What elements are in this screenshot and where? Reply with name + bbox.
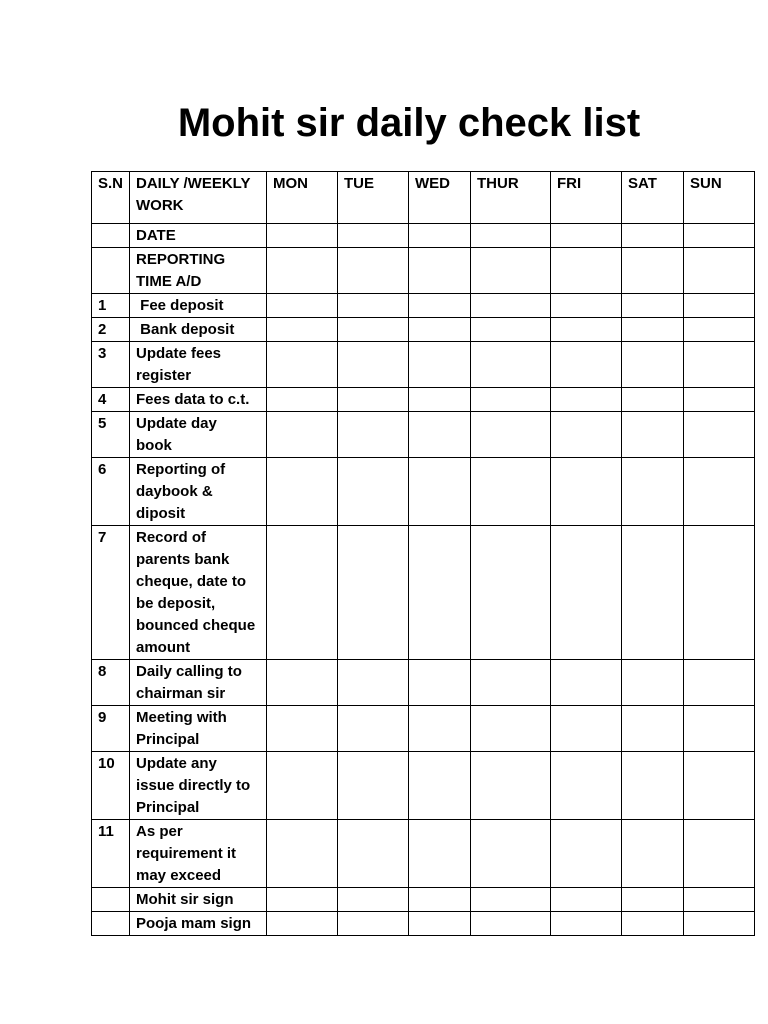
check-cell-mon[interactable] [267, 526, 338, 660]
table-row [92, 342, 755, 388]
check-cell-tue[interactable] [338, 706, 409, 752]
check-cell-mon[interactable] [267, 458, 338, 526]
row-sn [92, 912, 130, 936]
check-cell-mon[interactable] [267, 912, 338, 936]
check-cell-tue[interactable] [338, 248, 409, 294]
row-task-text: Update any issue directly to Principal [136, 755, 251, 816]
check-cell-tue[interactable] [338, 660, 409, 706]
check-cell-sun[interactable] [684, 912, 755, 936]
check-cell-sun[interactable] [684, 388, 755, 412]
row-task-text: Update day book [136, 415, 217, 454]
check-cell-fri[interactable] [551, 318, 622, 342]
check-cell-mon[interactable] [267, 388, 338, 412]
check-cell-sat[interactable] [622, 412, 684, 458]
header-day-mon [267, 172, 338, 224]
table-row [92, 388, 755, 412]
row-task-text: DATE [136, 227, 176, 244]
check-cell-sun[interactable] [684, 706, 755, 752]
table-row [92, 752, 755, 820]
row-sn-text: 6 [98, 461, 107, 478]
check-cell-sun[interactable] [684, 412, 755, 458]
table-row [92, 912, 755, 936]
row-sn-text: 2 [98, 321, 107, 338]
table-row [92, 660, 755, 706]
row-task [130, 342, 267, 388]
check-cell-wed[interactable] [409, 526, 471, 660]
check-cell-fri[interactable] [551, 526, 622, 660]
row-task [130, 248, 267, 294]
row-task-text: Daily calling to chairman sir [136, 663, 242, 702]
check-cell-fri[interactable] [551, 342, 622, 388]
check-cell-thur[interactable] [471, 318, 551, 342]
row-task [130, 706, 267, 752]
check-cell-tue[interactable] [338, 342, 409, 388]
row-sn-text: 9 [98, 709, 107, 726]
row-task-text: Fee deposit [136, 297, 224, 314]
check-cell-tue[interactable] [338, 752, 409, 820]
check-cell-fri[interactable] [551, 224, 622, 248]
row-task-text: Reporting of daybook & diposit [136, 461, 226, 522]
check-cell-thur[interactable] [471, 752, 551, 820]
check-cell-tue[interactable] [338, 318, 409, 342]
check-cell-wed[interactable] [409, 318, 471, 342]
check-cell-fri[interactable] [551, 912, 622, 936]
check-cell-sat[interactable] [622, 342, 684, 388]
check-cell-thur[interactable] [471, 458, 551, 526]
check-cell-sat[interactable] [622, 248, 684, 294]
row-task [130, 458, 267, 526]
table-row [92, 224, 755, 248]
check-cell-wed[interactable] [409, 888, 471, 912]
check-cell-thur[interactable] [471, 388, 551, 412]
check-cell-fri[interactable] [551, 752, 622, 820]
header-day-sun-text: SUN [690, 175, 722, 192]
row-sn [92, 820, 130, 888]
check-cell-mon[interactable] [267, 888, 338, 912]
table-row [92, 412, 755, 458]
check-cell-sat[interactable] [622, 820, 684, 888]
check-cell-sat[interactable] [622, 318, 684, 342]
check-cell-sat[interactable] [622, 388, 684, 412]
row-task-text: Fees data to c.t. [136, 391, 250, 408]
check-cell-sun[interactable] [684, 820, 755, 888]
check-cell-mon[interactable] [267, 342, 338, 388]
check-cell-sun[interactable] [684, 342, 755, 388]
check-cell-fri[interactable] [551, 706, 622, 752]
check-cell-tue[interactable] [338, 912, 409, 936]
row-sn [92, 294, 130, 318]
header-day-mon-text: MON [273, 175, 308, 192]
check-cell-sun[interactable] [684, 248, 755, 294]
check-cell-thur[interactable] [471, 706, 551, 752]
header-day-wed [409, 172, 471, 224]
header-day-sat-text: SAT [628, 175, 657, 192]
row-task [130, 526, 267, 660]
row-task [130, 912, 267, 936]
check-cell-mon[interactable] [267, 294, 338, 318]
check-cell-thur[interactable] [471, 294, 551, 318]
check-cell-fri[interactable] [551, 412, 622, 458]
row-task [130, 294, 267, 318]
check-cell-fri[interactable] [551, 388, 622, 412]
header-row [92, 172, 755, 224]
row-sn [92, 526, 130, 660]
header-day-wed-text: WED [415, 175, 450, 192]
check-cell-wed[interactable] [409, 412, 471, 458]
row-task [130, 412, 267, 458]
check-cell-sat[interactable] [622, 526, 684, 660]
row-sn-text: 11 [98, 823, 114, 840]
check-cell-tue[interactable] [338, 888, 409, 912]
check-cell-fri[interactable] [551, 248, 622, 294]
check-cell-wed[interactable] [409, 752, 471, 820]
check-cell-sun[interactable] [684, 224, 755, 248]
check-cell-tue[interactable] [338, 412, 409, 458]
row-sn-text: 8 [98, 663, 107, 680]
row-sn-text: 5 [98, 415, 107, 432]
check-cell-thur[interactable] [471, 526, 551, 660]
page-title: Mohit sir daily check list [177, 101, 641, 145]
row-sn [92, 706, 130, 752]
row-sn [92, 888, 130, 912]
table-row [92, 248, 755, 294]
row-task-text: Update fees register [136, 345, 222, 384]
check-cell-fri[interactable] [551, 888, 622, 912]
row-sn [92, 412, 130, 458]
check-cell-sun[interactable] [684, 294, 755, 318]
row-task [130, 820, 267, 888]
checklist-body [92, 172, 755, 936]
check-cell-fri[interactable] [551, 294, 622, 318]
check-cell-sat[interactable] [622, 706, 684, 752]
check-cell-wed[interactable] [409, 458, 471, 526]
row-task [130, 318, 267, 342]
table-row [92, 294, 755, 318]
table-row [92, 458, 755, 526]
check-cell-tue[interactable] [338, 388, 409, 412]
row-sn [92, 224, 130, 248]
check-cell-fri[interactable] [551, 820, 622, 888]
check-cell-thur[interactable] [471, 888, 551, 912]
check-cell-wed[interactable] [409, 248, 471, 294]
check-cell-fri[interactable] [551, 660, 622, 706]
check-cell-mon[interactable] [267, 318, 338, 342]
check-cell-sun[interactable] [684, 318, 755, 342]
header-work-text: DAILY /WEEKLY WORK [136, 175, 251, 214]
header-day-fri [551, 172, 622, 224]
check-cell-thur[interactable] [471, 342, 551, 388]
table-row [92, 888, 755, 912]
check-cell-tue[interactable] [338, 294, 409, 318]
header-work [130, 172, 267, 224]
check-cell-sat[interactable] [622, 660, 684, 706]
row-task-text: REPORTING TIME A/D [136, 251, 226, 290]
row-sn-text: 1 [98, 297, 107, 314]
check-cell-mon[interactable] [267, 224, 338, 248]
check-cell-mon[interactable] [267, 820, 338, 888]
row-sn [92, 660, 130, 706]
row-task [130, 888, 267, 912]
check-cell-wed[interactable] [409, 342, 471, 388]
row-task-text: As per requirement it may exceed [136, 823, 237, 884]
check-cell-sun[interactable] [684, 660, 755, 706]
check-cell-sun[interactable] [684, 458, 755, 526]
check-cell-thur[interactable] [471, 660, 551, 706]
header-sn-text: S.N [98, 175, 124, 192]
header-day-tue-text: TUE [344, 175, 374, 192]
check-cell-thur[interactable] [471, 820, 551, 888]
check-cell-mon[interactable] [267, 248, 338, 294]
check-cell-tue[interactable] [338, 458, 409, 526]
table-row [92, 526, 755, 660]
check-cell-sun[interactable] [684, 526, 755, 660]
check-cell-tue[interactable] [338, 526, 409, 660]
row-task-text: Bank deposit [136, 321, 235, 338]
table-row [92, 820, 755, 888]
row-task-text: Mohit sir sign [136, 891, 234, 908]
table-row [92, 318, 755, 342]
row-sn-text: 3 [98, 345, 107, 362]
check-cell-thur[interactable] [471, 224, 551, 248]
check-cell-sun[interactable] [684, 888, 755, 912]
row-sn [92, 318, 130, 342]
check-cell-thur[interactable] [471, 248, 551, 294]
row-task-text: Record of parents bank cheque, date to be deposit, bounced cheque amount [136, 529, 256, 656]
check-cell-wed[interactable] [409, 224, 471, 248]
check-cell-wed[interactable] [409, 388, 471, 412]
check-cell-tue[interactable] [338, 820, 409, 888]
header-sn [92, 172, 130, 224]
check-cell-wed[interactable] [409, 820, 471, 888]
row-sn-text: 4 [98, 391, 107, 408]
check-cell-thur[interactable] [471, 412, 551, 458]
table-row [92, 706, 755, 752]
check-cell-sat[interactable] [622, 458, 684, 526]
row-task [130, 388, 267, 412]
check-cell-mon[interactable] [267, 752, 338, 820]
row-sn [92, 342, 130, 388]
row-task [130, 224, 267, 248]
check-cell-sat[interactable] [622, 294, 684, 318]
check-cell-sat[interactable] [622, 224, 684, 248]
row-sn [92, 248, 130, 294]
check-cell-wed[interactable] [409, 912, 471, 936]
header-day-sat [622, 172, 684, 224]
check-cell-thur[interactable] [471, 912, 551, 936]
check-cell-mon[interactable] [267, 660, 338, 706]
checklist-table [91, 171, 755, 936]
row-task-text: Meeting with Principal [136, 709, 227, 748]
row-sn [92, 458, 130, 526]
row-sn-text: 10 [98, 755, 115, 772]
row-sn [92, 752, 130, 820]
header-day-tue [338, 172, 409, 224]
check-cell-fri[interactable] [551, 458, 622, 526]
check-cell-mon[interactable] [267, 706, 338, 752]
check-cell-sun[interactable] [684, 752, 755, 820]
row-task-text: Pooja mam sign [136, 915, 252, 932]
check-cell-mon[interactable] [267, 412, 338, 458]
header-day-sun [684, 172, 755, 224]
check-cell-sat[interactable] [622, 752, 684, 820]
row-sn [92, 388, 130, 412]
check-cell-wed[interactable] [409, 294, 471, 318]
check-cell-sat[interactable] [622, 888, 684, 912]
check-cell-wed[interactable] [409, 660, 471, 706]
check-cell-tue[interactable] [338, 224, 409, 248]
check-cell-wed[interactable] [409, 706, 471, 752]
header-day-thur-text: THUR [477, 175, 519, 192]
header-day-thur [471, 172, 551, 224]
row-sn-text: 7 [98, 529, 107, 546]
row-task [130, 660, 267, 706]
check-cell-sat[interactable] [622, 912, 684, 936]
row-task [130, 752, 267, 820]
header-day-fri-text: FRI [557, 175, 582, 192]
